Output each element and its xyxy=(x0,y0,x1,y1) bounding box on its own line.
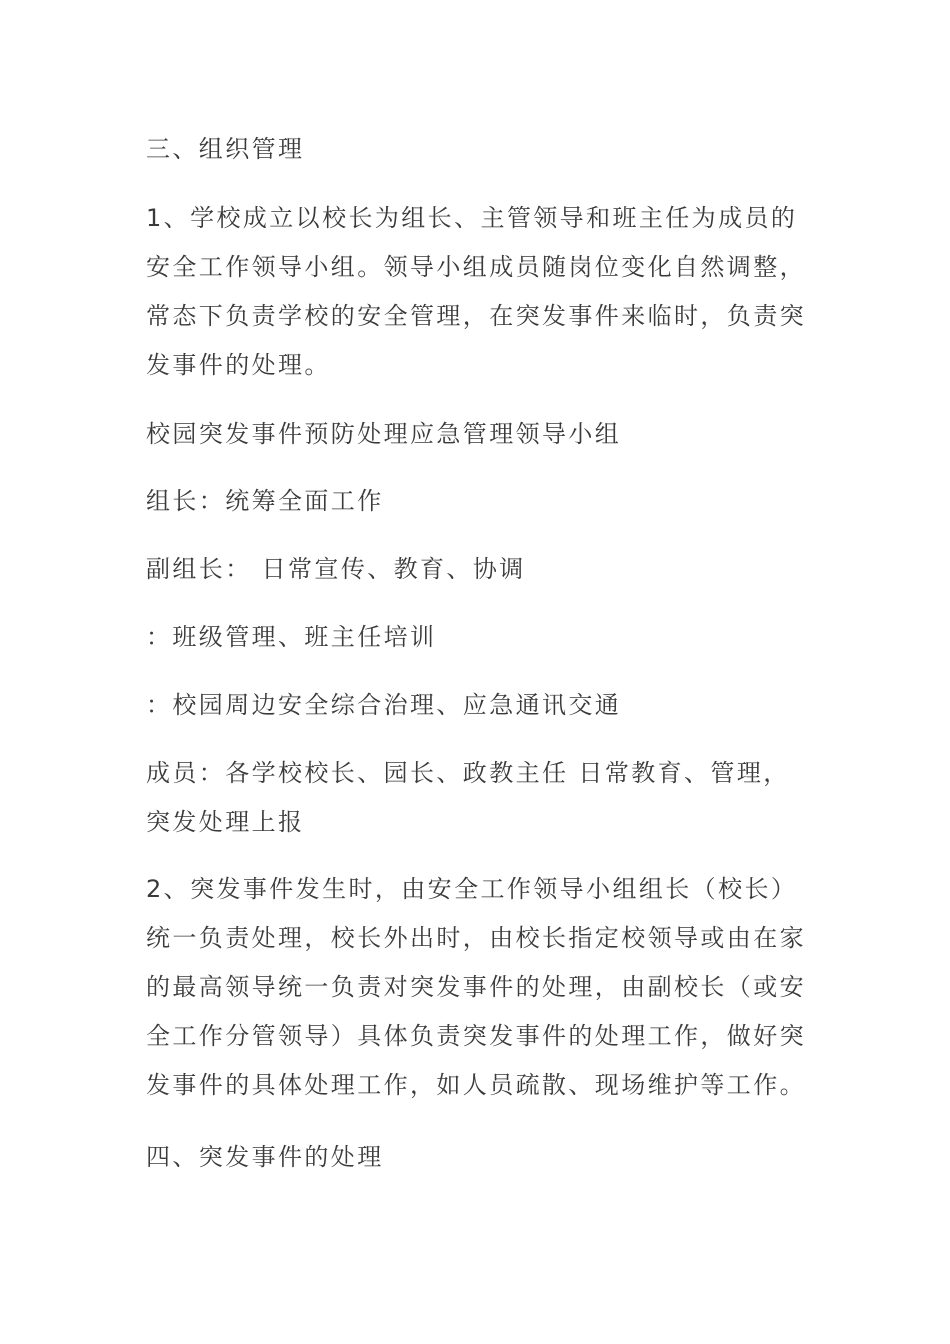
members-line: 成员：各学校校长、园长、政教主任 日常教育、管理，突发处理上报 xyxy=(146,759,790,836)
section-heading-handling: 四、突发事件的处理 xyxy=(146,1143,384,1171)
leader-line: 组长：统筹全面工作 xyxy=(146,487,384,515)
paragraph-item-1: 1、学校成立以校长为组长、主管领导和班主任为成员的安全工作领导小组。领导小组成员随岗位变化自然调整，常态下负责学校的安全管理，在突发事件来临时，负责突发事件的处理。 xyxy=(146,204,806,379)
vice-leader-line: 副组长： 日常宣传、教育、协调 xyxy=(146,555,526,583)
duty-line-class: ：班级管理、班主任培训 xyxy=(146,623,437,651)
group-title: 校园突发事件预防处理应急管理领导小组 xyxy=(146,420,622,448)
section-heading-organization: 三、组织管理 xyxy=(146,135,305,163)
duty-line-campus: ：校园周边安全综合治理、应急通讯交通 xyxy=(146,691,622,719)
paragraph-item-2: 2、突发事件发生时，由安全工作领导小组组长（校长）统一负责处理，校长外出时，由校长指定校领导或由在家的最高领导统一负责对突发事件的处理，由副校长（或安全工作分管领导）具体负责突发事件的处理工作，做好突发事件的具体处理工作，如人员疏散、现场维护等工作。 xyxy=(146,875,806,1099)
